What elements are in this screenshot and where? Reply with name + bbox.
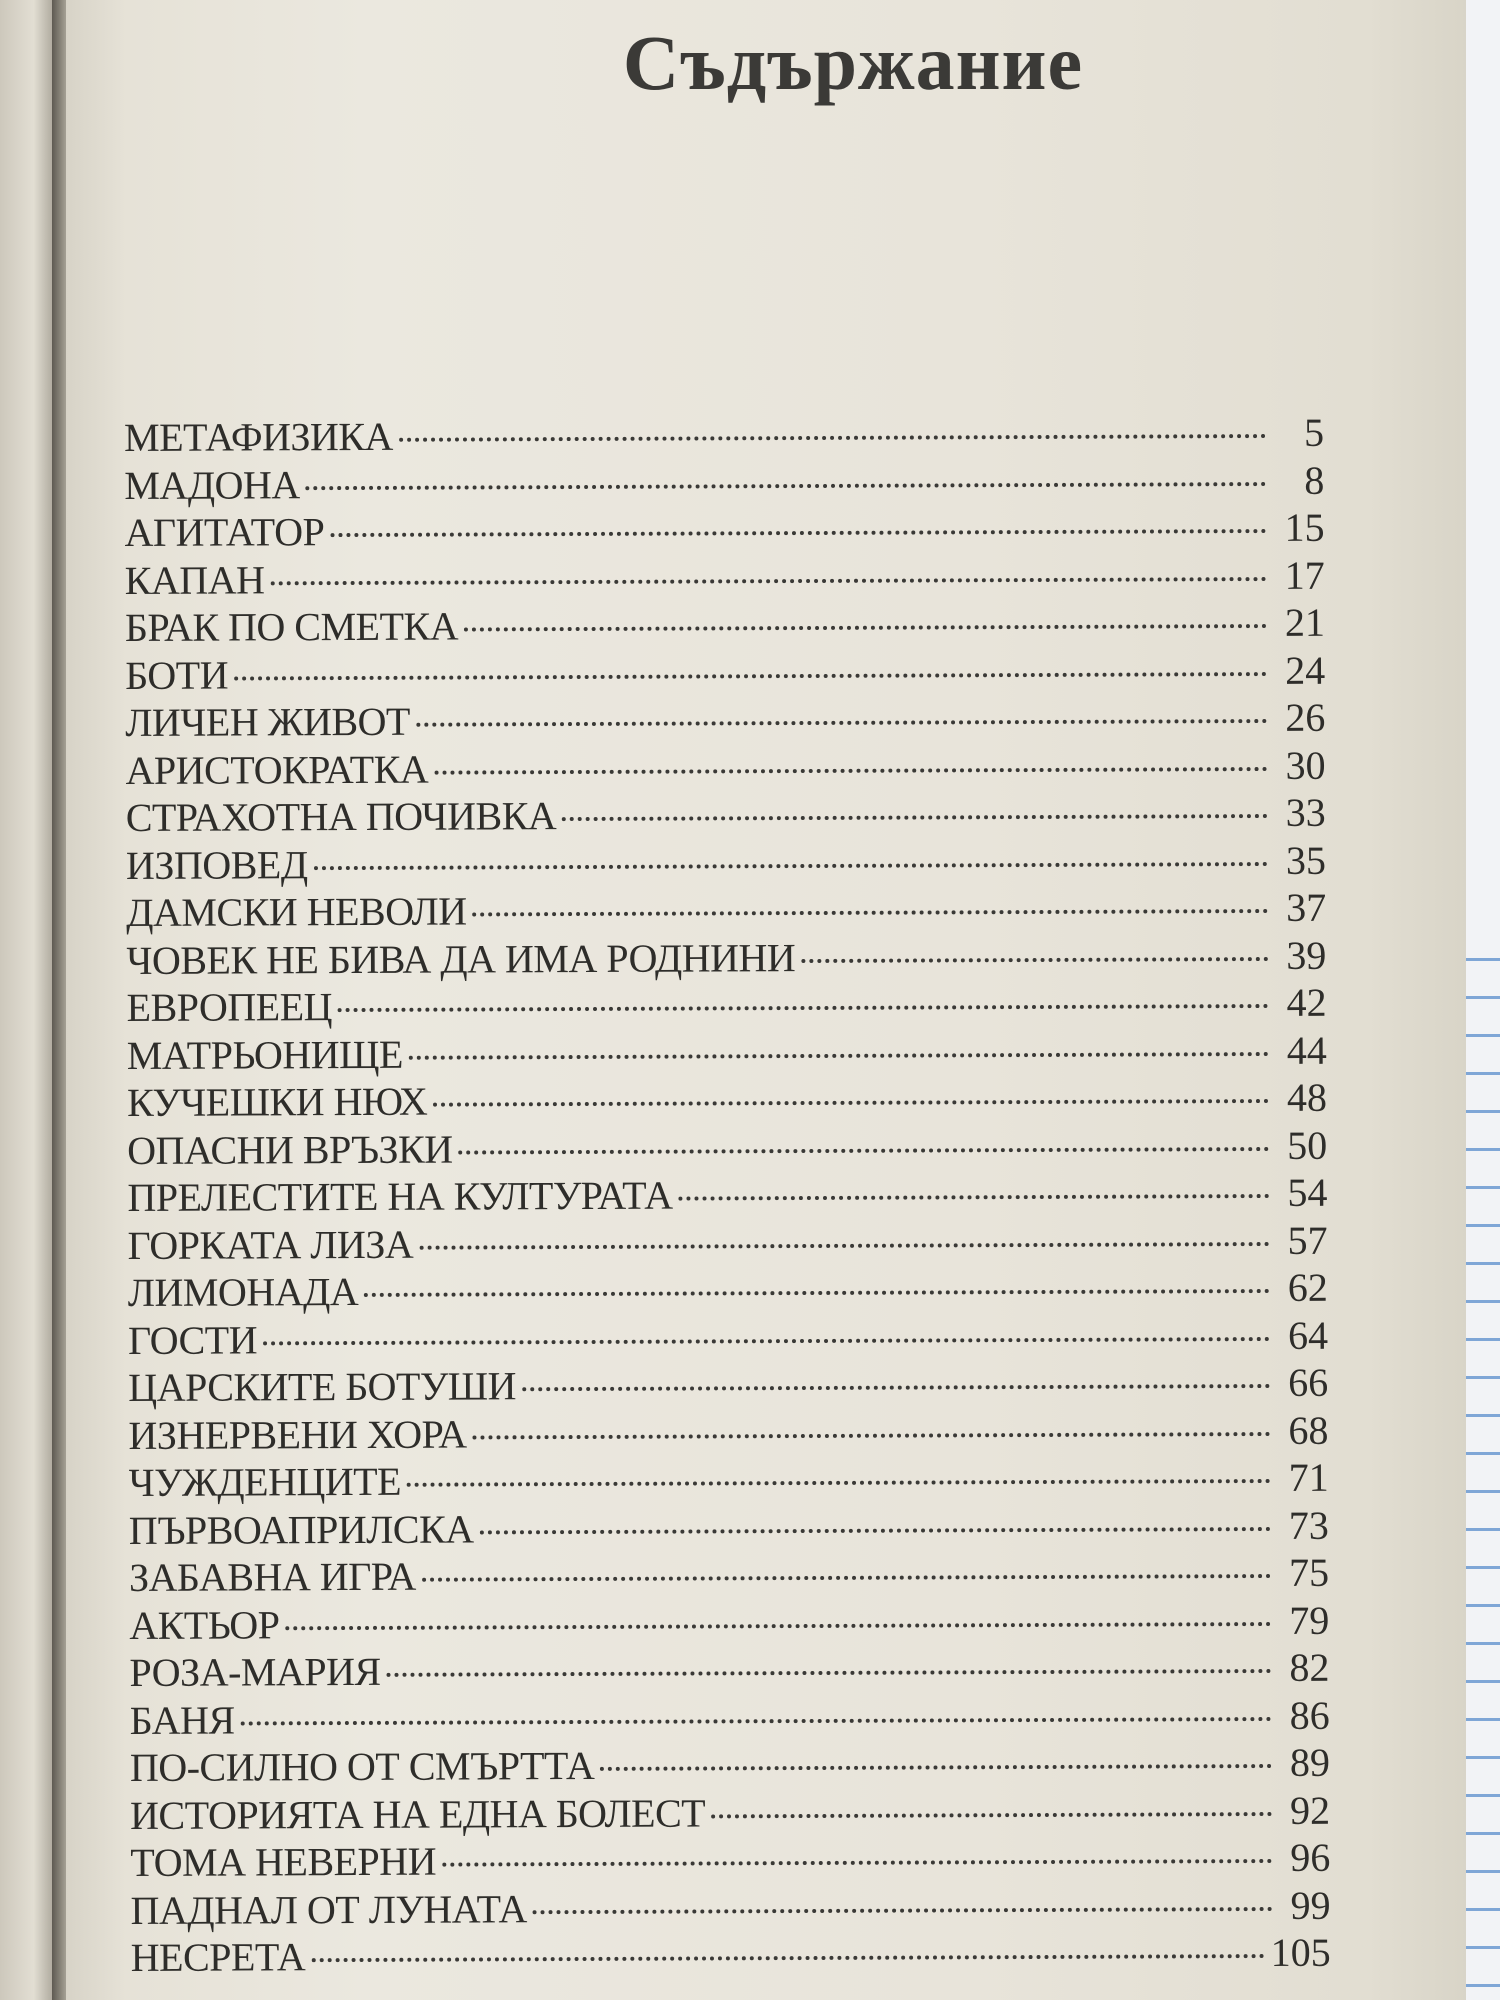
dot-leader xyxy=(338,1004,1269,1012)
toc-entry-title: КУЧЕШКИ НЮХ xyxy=(126,1078,428,1125)
dot-leader xyxy=(263,1337,1270,1345)
dot-leader xyxy=(419,1242,1269,1250)
notebook-line xyxy=(1466,1946,1500,1949)
toc-entry-title: ЛИЧЕН ЖИВОТ xyxy=(125,698,411,745)
toc-entry xyxy=(126,979,1326,1032)
toc-entry xyxy=(125,741,1325,794)
toc-entry xyxy=(131,1929,1331,1982)
notebook-line xyxy=(1466,1642,1500,1645)
toc-entry-page: 89 xyxy=(1289,1739,1330,1785)
toc-entry-page: 50 xyxy=(1287,1122,1328,1168)
toc-entry-page: 54 xyxy=(1287,1169,1328,1215)
toc-entry-page: 8 xyxy=(1304,457,1325,503)
table-of-contents xyxy=(124,409,1331,1982)
toc-entry-title: БРАК ПО СМЕТКА xyxy=(124,603,459,650)
notebook-line xyxy=(1466,1300,1500,1303)
toc-entry-title: БАНЯ xyxy=(129,1697,235,1743)
toc-entry xyxy=(128,1311,1328,1364)
toc-entry-title: НЕСРЕТА xyxy=(130,1934,306,1980)
dot-leader xyxy=(416,719,1267,727)
toc-entry xyxy=(129,1454,1329,1507)
toc-entry-title: МАТРЬОНИЩЕ xyxy=(126,1031,403,1078)
notebook-line xyxy=(1466,1224,1500,1227)
toc-entry-title: КАПАН xyxy=(124,556,265,603)
toc-entry xyxy=(125,599,1325,652)
toc-entry xyxy=(126,836,1326,889)
toc-entry-page: 75 xyxy=(1288,1549,1330,1595)
dot-leader xyxy=(364,1289,1270,1297)
dot-leader xyxy=(387,1669,1272,1677)
toc-entry xyxy=(127,1169,1327,1222)
dot-leader xyxy=(480,1527,1271,1534)
notebook-line xyxy=(1466,1718,1500,1721)
dot-leader xyxy=(399,434,1266,442)
dot-leader xyxy=(241,1717,1272,1725)
toc-entry-page: 96 xyxy=(1290,1834,1331,1880)
toc-entry-page: 64 xyxy=(1287,1312,1329,1358)
toc-entry xyxy=(126,931,1326,984)
notebook-line xyxy=(1466,1832,1500,1835)
dot-leader xyxy=(311,1954,1264,1962)
toc-entry xyxy=(126,884,1326,937)
toc-entry-title: ИСТОРИЯТА НА ЕДНА БОЛЕСТ xyxy=(130,1789,706,1838)
dot-leader xyxy=(422,1574,1271,1582)
toc-entry-page: 5 xyxy=(1303,409,1325,455)
toc-entry-title: АРИСТОКРАТКА xyxy=(125,746,429,793)
dot-leader xyxy=(306,482,1267,490)
notebook-line xyxy=(1466,1148,1500,1151)
notebook-line xyxy=(1466,1034,1500,1037)
toc-entry xyxy=(128,1359,1328,1412)
notebook-line xyxy=(1466,1490,1500,1493)
toc-entry-page: 42 xyxy=(1286,979,1327,1025)
toc-entry-page: 35 xyxy=(1285,837,1327,883)
toc-entry xyxy=(129,1501,1329,1554)
notebook-line xyxy=(1466,1186,1500,1189)
dot-leader xyxy=(562,814,1268,821)
notebook-edge xyxy=(1466,0,1500,2000)
toc-entry-page: 82 xyxy=(1289,1644,1330,1690)
toc-entry-title: ИЗНЕРВЕНИ ХОРА xyxy=(128,1411,467,1458)
notebook-line xyxy=(1466,958,1500,961)
toc-entry xyxy=(127,1074,1327,1127)
toc-entry-title: ПЪРВОАПРИЛСКА xyxy=(128,1505,474,1553)
notebook-line xyxy=(1466,1338,1500,1341)
toc-entry-page: 73 xyxy=(1288,1502,1329,1548)
toc-entry-title: ГОРКАТА ЛИЗА xyxy=(127,1221,414,1268)
toc-entry-title: РОЗА-МАРИЯ xyxy=(129,1648,381,1695)
toc-entry-title: ИЗПОВЕД xyxy=(125,841,308,888)
toc-entry-page: 86 xyxy=(1289,1692,1330,1738)
notebook-line xyxy=(1466,1794,1500,1797)
toc-entry-page: 39 xyxy=(1286,932,1327,978)
toc-entry-page: 68 xyxy=(1288,1407,1329,1453)
toc-entry xyxy=(130,1834,1330,1887)
toc-entry-title: АГИТАТОР xyxy=(124,509,325,555)
dot-leader xyxy=(522,1384,1270,1391)
dot-leader xyxy=(234,672,1267,681)
notebook-line xyxy=(1466,996,1500,999)
dot-leader xyxy=(473,909,1269,916)
toc-entry xyxy=(130,1691,1330,1744)
toc-entry-page: 62 xyxy=(1287,1264,1328,1310)
dot-leader xyxy=(533,1907,1273,1914)
toc-entry-title: ЗАБАВНА ИГРА xyxy=(128,1553,416,1600)
dot-leader xyxy=(473,1432,1271,1439)
notebook-line xyxy=(1466,1376,1500,1379)
toc-entry-title: ЕВРОПЕЕЦ xyxy=(126,984,333,1030)
dot-leader xyxy=(801,957,1268,963)
toc-entry-title: ПРЕЛЕСТИТЕ НА КУЛТУРАТА xyxy=(127,1172,673,1220)
toc-entry-page: 79 xyxy=(1289,1597,1330,1643)
toc-entry xyxy=(124,504,1324,557)
notebook-line xyxy=(1466,1680,1500,1683)
toc-entry xyxy=(124,456,1324,509)
page-title: Съдържание xyxy=(622,19,1084,106)
dot-leader xyxy=(600,1764,1272,1771)
dot-leader xyxy=(464,624,1267,632)
toc-entry-title: ДАМСКИ НЕВОЛИ xyxy=(126,888,467,935)
toc-entry xyxy=(128,1216,1328,1269)
toc-entry xyxy=(127,1121,1327,1174)
toc-entry-title: ТОМА НЕВЕРНИ xyxy=(130,1838,437,1885)
toc-entry-title: ОПАСНИ ВРЪЗКИ xyxy=(127,1126,453,1173)
toc-entry-page: 66 xyxy=(1288,1359,1329,1405)
toc-entry-title: ЧОВЕК НЕ БИВА ДА ИМА РОДНИНИ xyxy=(126,934,796,983)
dot-leader xyxy=(330,529,1266,537)
toc-entry xyxy=(129,1644,1329,1697)
toc-entry xyxy=(127,1026,1327,1079)
toc-entry-title: СТРАХОТНА ПОЧИВКА xyxy=(125,793,557,840)
notebook-line xyxy=(1466,1870,1500,1873)
toc-entry xyxy=(128,1264,1328,1317)
toc-entry-title: ЧУЖДЕНЦИТЕ xyxy=(128,1458,402,1505)
dot-leader xyxy=(679,1194,1270,1201)
dot-leader xyxy=(407,1479,1271,1487)
toc-entry-page: 15 xyxy=(1284,504,1325,550)
toc-entry xyxy=(124,409,1324,462)
toc-entry-title: БОТИ xyxy=(125,652,229,698)
contents-page xyxy=(66,0,1470,2000)
notebook-line xyxy=(1466,1566,1500,1569)
toc-entry-title: МАДОНА xyxy=(124,461,300,508)
notebook-line xyxy=(1466,1984,1500,1987)
notebook-line xyxy=(1466,1414,1500,1417)
toc-entry-page: 17 xyxy=(1284,552,1325,598)
toc-entry-page: 71 xyxy=(1288,1454,1329,1500)
dot-leader xyxy=(314,862,1268,870)
facing-page-edge xyxy=(0,0,56,2000)
toc-entry-title: АКТЬОР xyxy=(129,1601,280,1648)
toc-entry-page: 37 xyxy=(1286,884,1327,930)
notebook-line xyxy=(1466,1908,1500,1911)
notebook-line xyxy=(1466,1756,1500,1759)
toc-entry-page: 33 xyxy=(1285,789,1326,835)
toc-entry xyxy=(130,1881,1330,1934)
notebook-line xyxy=(1466,1262,1500,1265)
toc-entry-page: 24 xyxy=(1285,647,1326,693)
toc-entry-title: МЕТАФИЗИКА xyxy=(124,413,393,460)
toc-entry xyxy=(129,1596,1329,1649)
toc-entry-page: 105 xyxy=(1270,1929,1331,1976)
toc-entry xyxy=(128,1406,1328,1459)
dot-leader xyxy=(434,767,1267,775)
toc-entry-title: ЛИМОНАДА xyxy=(127,1268,359,1315)
toc-entry xyxy=(126,789,1326,842)
toc-entry-page: 44 xyxy=(1286,1027,1327,1073)
toc-entry-page: 48 xyxy=(1286,1074,1328,1120)
dot-leader xyxy=(409,1052,1269,1060)
toc-entry-page: 30 xyxy=(1285,742,1326,788)
toc-entry-title: ПАДНАЛ ОТ ЛУНАТА xyxy=(130,1885,527,1933)
toc-entry-page: 99 xyxy=(1290,1882,1331,1928)
dot-leader xyxy=(459,1147,1270,1155)
dot-leader xyxy=(711,1812,1272,1818)
toc-entry-page: 21 xyxy=(1284,599,1326,645)
toc-entry-page: 92 xyxy=(1290,1787,1331,1833)
toc-entry-title: ПО-СИЛНО ОТ СМЪРТТА xyxy=(129,1742,595,1790)
toc-entry xyxy=(125,694,1325,747)
notebook-line xyxy=(1466,1528,1500,1531)
notebook-line xyxy=(1466,1110,1500,1113)
toc-entry-title: ЦАРСКИТЕ БОТУШИ xyxy=(128,1363,517,1410)
toc-entry xyxy=(130,1786,1330,1839)
notebook-line xyxy=(1466,1072,1500,1075)
dot-leader xyxy=(433,1099,1269,1107)
notebook-line xyxy=(1466,1604,1500,1607)
toc-entry-page: 26 xyxy=(1285,694,1326,740)
dot-leader xyxy=(270,577,1266,585)
toc-entry xyxy=(130,1739,1330,1792)
dot-leader xyxy=(442,1859,1272,1867)
toc-entry xyxy=(125,646,1325,699)
toc-entry xyxy=(129,1549,1329,1602)
toc-entry-page: 57 xyxy=(1287,1217,1328,1263)
toc-entry-title: ГОСТИ xyxy=(127,1316,258,1363)
toc-entry xyxy=(125,551,1325,604)
notebook-line xyxy=(1466,1452,1500,1455)
dot-leader xyxy=(285,1622,1271,1630)
